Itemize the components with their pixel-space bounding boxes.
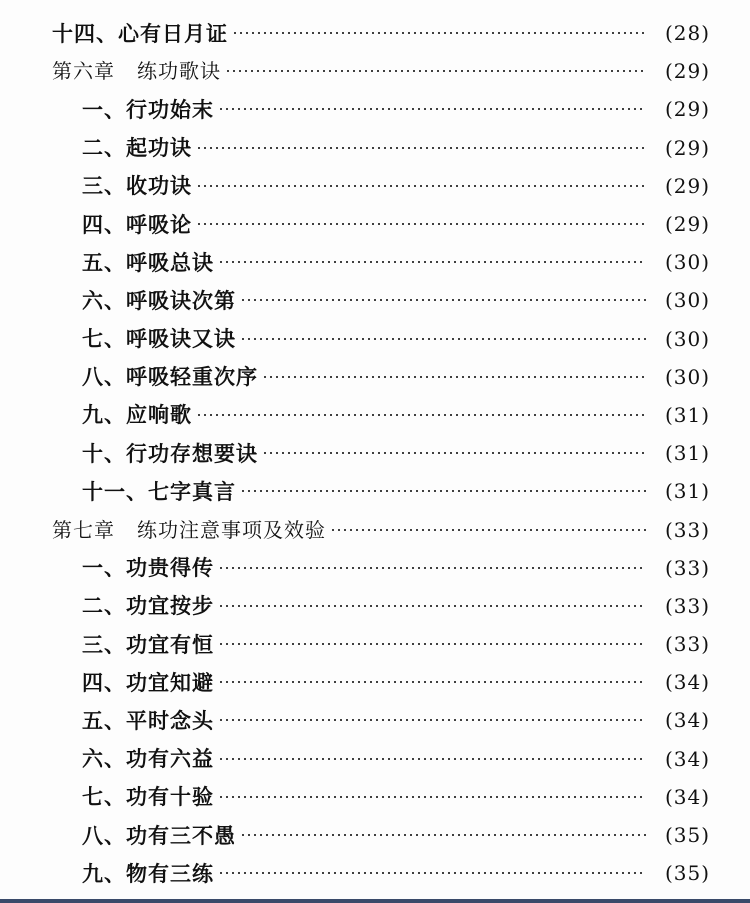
toc-entry-title: [52, 59, 221, 84]
toc-entry-title: 四、功宜知避: [82, 669, 214, 695]
page-number: (34): [664, 746, 710, 771]
toc-entry-title: 九、物有三练: [82, 860, 214, 886]
dot-leader: [196, 223, 646, 225]
page-number: (30): [664, 288, 710, 313]
chapter-title: 练功注意事项及效验: [137, 517, 326, 542]
toc-entry-title: 十一、七字真言: [82, 478, 236, 504]
dot-leader: [218, 796, 646, 798]
toc-entry-title: [52, 517, 326, 542]
dot-leader: [218, 108, 646, 110]
dot-leader: [330, 529, 646, 531]
toc-entry-title: 三、收功诀: [82, 173, 192, 199]
toc-section-row: [0, 663, 750, 701]
toc-section-row: [0, 396, 750, 434]
toc-section-row: [0, 549, 750, 587]
dot-leader: [218, 681, 646, 683]
toc-section-row: [0, 205, 750, 243]
toc-chapter-row: [0, 510, 750, 548]
toc-section-row: [0, 281, 750, 319]
page-number: (30): [664, 250, 710, 275]
table-of-contents: [0, 14, 750, 892]
page-number: (35): [664, 823, 710, 848]
page-number: (35): [664, 861, 710, 886]
page-number: (31): [664, 402, 710, 427]
chapter-number: 第六章: [52, 59, 115, 84]
chapter-title: 练功歌诀: [137, 59, 221, 84]
bottom-border: [0, 899, 750, 903]
toc-section-row: [0, 14, 750, 52]
toc-entry-title: 二、功宜按步: [82, 593, 214, 619]
toc-entry-title: 七、呼吸诀又诀: [82, 326, 236, 352]
toc-entry-title: 一、行功始末: [82, 96, 214, 122]
toc-section-row: [0, 740, 750, 778]
page-number: (34): [664, 670, 710, 695]
toc-entry-title: 一、功贵得传: [82, 555, 214, 581]
toc-section-row: [0, 854, 750, 892]
dot-leader: [218, 261, 646, 263]
toc-chapter-row: [0, 52, 750, 90]
dot-leader: [196, 414, 646, 416]
page-number: (29): [664, 173, 710, 198]
page-number: (29): [664, 59, 710, 84]
page-number: (29): [664, 97, 710, 122]
dot-leader: [240, 338, 646, 340]
page-number: (30): [664, 364, 710, 389]
page-number: (29): [664, 135, 710, 160]
page-number: (34): [664, 708, 710, 733]
toc-section-row: [0, 701, 750, 739]
dot-leader: [240, 299, 646, 301]
dot-leader: [218, 605, 646, 607]
dot-leader: [240, 490, 646, 492]
chapter-number: 第七章: [52, 517, 115, 542]
dot-leader: [218, 719, 646, 721]
page-number: (33): [664, 632, 710, 657]
dot-leader: [225, 70, 646, 72]
dot-leader: [218, 758, 646, 760]
page-number: (33): [664, 555, 710, 580]
toc-entry-title: 九、应响歌: [82, 402, 192, 428]
dot-leader: [262, 376, 646, 378]
toc-entry-title: 五、呼吸总诀: [82, 249, 214, 275]
toc-section-row: [0, 816, 750, 854]
toc-entry-title: 十四、心有日月证: [52, 20, 228, 46]
page-number: (31): [664, 441, 710, 466]
dot-leader: [262, 452, 646, 454]
toc-entry-title: 八、呼吸轻重次序: [82, 364, 258, 390]
toc-entry-title: 五、平时念头: [82, 707, 214, 733]
page-number: (33): [664, 593, 710, 618]
toc-section-row: [0, 434, 750, 472]
toc-entry-title: 十、行功存想要诀: [82, 440, 258, 466]
toc-section-row: [0, 320, 750, 358]
page-number: (33): [664, 517, 710, 542]
toc-entry-title: 二、起功诀: [82, 135, 192, 161]
toc-section-row: [0, 778, 750, 816]
page-number: (28): [664, 21, 710, 46]
dot-leader: [240, 834, 646, 836]
dot-leader: [196, 147, 646, 149]
toc-entry-title: 六、呼吸诀次第: [82, 287, 236, 313]
toc-section-row: [0, 129, 750, 167]
toc-section-row: [0, 625, 750, 663]
dot-leader: [218, 567, 646, 569]
dot-leader: [218, 872, 646, 874]
toc-entry-title: 八、功有三不愚: [82, 822, 236, 848]
page-number: (34): [664, 784, 710, 809]
toc-entry-title: 四、呼吸论: [82, 211, 192, 237]
toc-section-row: [0, 167, 750, 205]
page-number: (30): [664, 326, 710, 351]
toc-entry-title: 六、功有六益: [82, 746, 214, 772]
toc-section-row: [0, 243, 750, 281]
page-number: (29): [664, 212, 710, 237]
toc-entry-title: 七、功有十验: [82, 784, 214, 810]
toc-section-row: [0, 358, 750, 396]
page-number: (31): [664, 479, 710, 504]
dot-leader: [232, 32, 646, 34]
toc-entry-title: 三、功宜有恒: [82, 631, 214, 657]
dot-leader: [218, 643, 646, 645]
dot-leader: [196, 185, 646, 187]
toc-section-row: [0, 587, 750, 625]
toc-section-row: [0, 472, 750, 510]
toc-section-row: [0, 90, 750, 128]
